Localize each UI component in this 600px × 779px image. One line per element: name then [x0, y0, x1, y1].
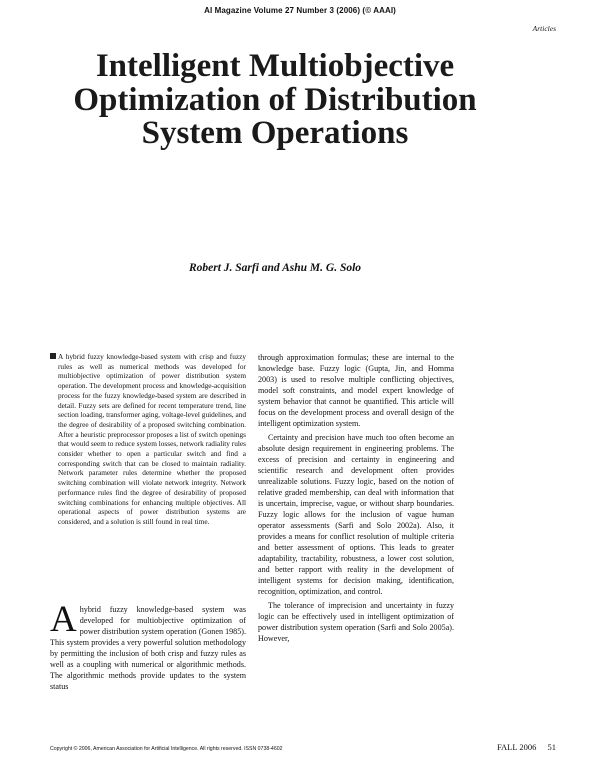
article-authors: Robert J. Sarfi and Ashu M. G. Solo — [188, 262, 362, 274]
article-title: Intelligent Multiobjective Optimization of Distribution System Operations — [73, 48, 477, 151]
body-left-text: hybrid fuzzy knowledge-based system was developed for multiobjective optimization of power distribution system operation (Gonen 1985). This system provides a very powerful solution methodology by permitting the inclusion of both crisp and fuzzy rules as well as a coupling with numerical or algorithmic methods. The algorithmic methods provide updates to the system status — [50, 605, 246, 691]
page-number: 51 — [547, 742, 556, 752]
abstract-text: A hybrid fuzzy knowledge-based system with crisp and fuzzy rules as well as numerical methods was developed for multiobjective optimization of power distribution system operation. The development process and knowledge-acquisition process for the fuzzy knowledge-based system are described in detail. Fuzzy sets are defined for recent temperature trend, line section loading, transformer aging, voltage-level guidelines, and the degree of desirability of a proposed switching combination. After a heuristic preprocessor proposes a list of switch openings that would seem to reduce system losses, network radiality rules consider whether to open a particular switch and find a corresponding switch that can be closed to maintain radiality. Network parameter rules determine whether the proposed switching combination will violate network integrity. Network performance rules find the degree of desirability of proposed switching combinations for enhancing multiple objectives. All operational aspects of power distribution systems are considered, and a solution is still found in real time. — [58, 352, 246, 526]
body-column-left — [50, 599, 246, 692]
abstract-bullet-icon — [50, 353, 56, 359]
journal-header: AI Magazine Volume 27 Number 3 (2006) (© AAAI) — [204, 6, 396, 15]
page-footer — [497, 742, 556, 752]
body-paragraph: Certainty and precision have much too often become an absolute design requirement in engineering problems. The excess of precision and certainty in engineering and scientific research and development often provides unrealizable solutions. Fuzzy logic, based on the notion of relative graded membership, can deal with information that is uncertain, imprecise, vague, or without sharp boundaries. Fuzzy logic allows for the inclusion of vague human operator assessments (Sarfi and Solo 2002a). Also, it provides a means for conflict resolution of multiple criteria and better assessment of options. This leads to greater adaptability, tractability, robustness, a lower cost solution, and better rapport with reality in the development of intelligent systems for decision making, identification, recognition, optimization, and control. — [258, 433, 454, 596]
drop-cap: A — [50, 599, 77, 640]
section-label: Articles — [532, 24, 556, 33]
copyright-notice: Copyright © 2006, American Association for Artificial Intelligence. All rights reserved. ISSN 0738-4602 — [50, 746, 283, 752]
issue-label: FALL 2006 — [496, 742, 537, 752]
body-paragraph: through approximation formulas; these are internal to the knowledge base. Fuzzy logic (Gupta, Jin, and Homma 2003) is used to resolve multiple conflicting objectives, model soft constraints, and model expert knowledge of system behavior that cannot be quantified. This article will focus on the development process and overall design of the intelligent optimization system. — [258, 353, 454, 428]
abstract-block — [50, 352, 246, 527]
body-paragraph: The tolerance of imprecision and uncertainty in fuzzy logic can be effectively used in intelligent optimization of power distribution system operation (Sarfi and Solo 2005a). However, — [258, 601, 454, 643]
body-column-right — [258, 352, 454, 644]
